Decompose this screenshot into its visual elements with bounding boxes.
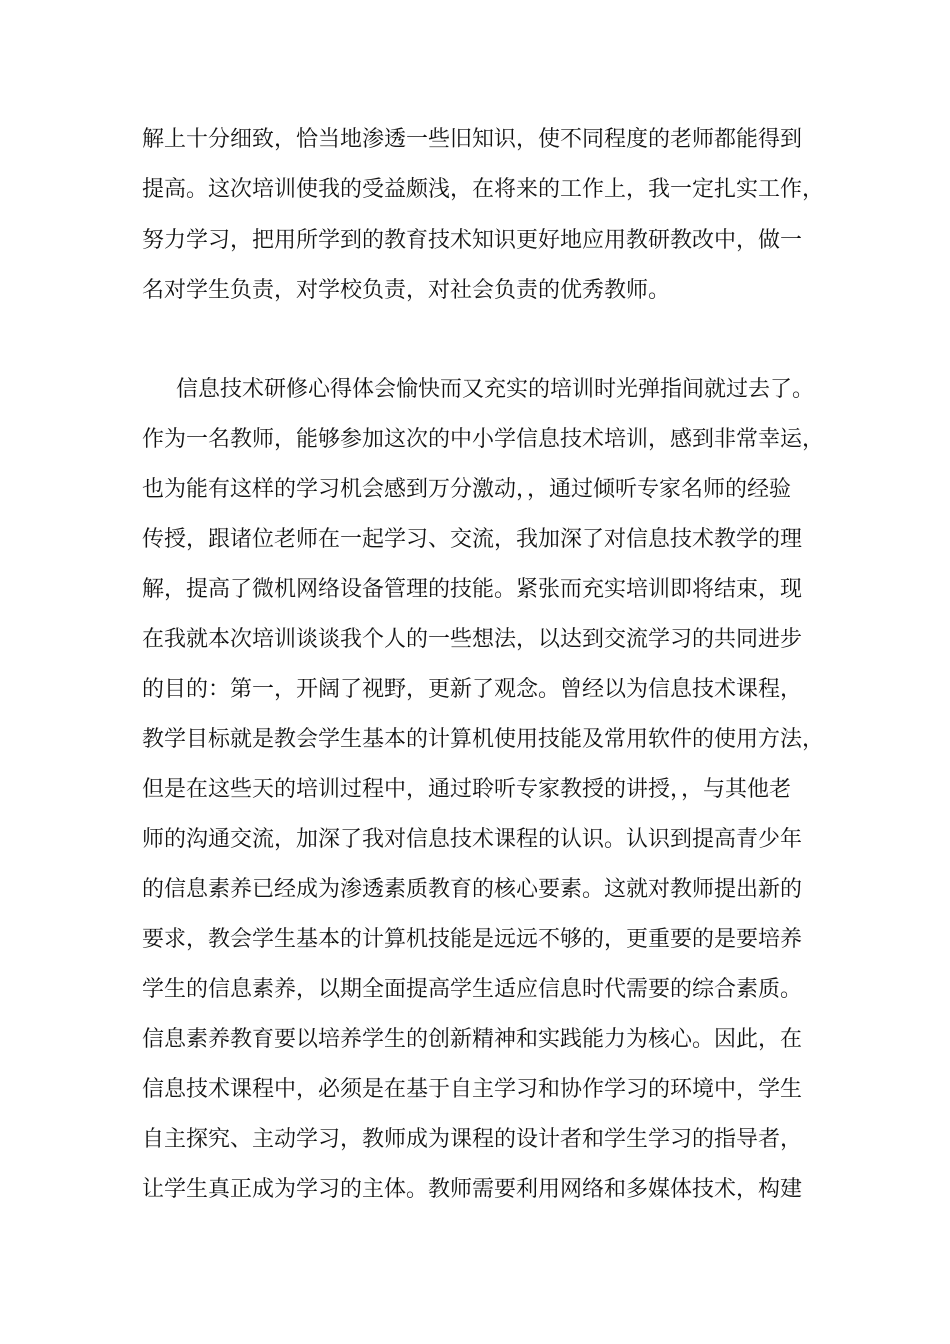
paragraph-line: 解上十分细致，恰当地渗透一些旧知识，使不同程度的老师都能得到: [142, 127, 803, 152]
paragraph-line: 解，提高了微机网络设备管理的技能。紧张而充实培训即将结束，现: [142, 577, 803, 602]
paragraph-line: 学生的信息素养，以期全面提高学生适应信息时代需要的综合素质。: [142, 977, 803, 1002]
paragraph-line: 传授，跟诸位老师在一起学习、交流，我加深了对信息技术教学的理: [142, 527, 803, 552]
paragraph-line: 提高。这次培训使我的受益颇浅，在将来的工作上，我一定扎实工作，: [142, 177, 825, 202]
paragraph-line: 师的沟通交流，加深了我对信息技术课程的认识。认识到提高青少年: [142, 827, 803, 852]
paragraph-line: 教学目标就是教会学生基本的计算机使用技能及常用软件的使用方法，: [142, 727, 825, 752]
paragraph-line: 自主探究、主动学习，教师成为课程的设计者和学生学习的指导者，: [142, 1127, 803, 1152]
paragraph-line: 的信息素养已经成为渗透素质教育的核心要素。这就对教师提出新的: [142, 877, 803, 902]
paragraph-line: 信息素养教育要以培养学生的创新精神和实践能力为核心。因此，在: [142, 1027, 803, 1052]
paragraph-line: 在我就本次培训谈谈我个人的一些想法，以达到交流学习的共同进步: [142, 627, 803, 652]
paragraph-line: 让学生真正成为学习的主体。教师需要利用网络和多媒体技术，构建: [142, 1177, 803, 1202]
paragraph-line: 要求，教会学生基本的计算机技能是远远不够的，更重要的是要培养: [142, 927, 803, 952]
paragraph-line: 作为一名教师，能够参加这次的中小学信息技术培训，感到非常幸运，: [142, 427, 825, 452]
paragraph-line: 但是在这些天的培训过程中，通过聆听专家教授的讲授，，与其他老: [142, 777, 792, 802]
paragraph-line: 信息技术课程中，必须是在基于自主学习和协作学习的环境中，学生: [142, 1077, 803, 1102]
paragraph-line: 名对学生负责，对学校负责，对社会负责的优秀教师。: [142, 278, 671, 303]
paragraph-line: 的目的：第一，开阔了视野，更新了观念。曾经以为信息技术课程，: [142, 677, 803, 702]
paragraph-line: 信息技术研修心得体会愉快而又充实的培训时光弹指间就过去了。: [176, 377, 815, 402]
paragraph-line: 也为能有这样的学习机会感到万分激动，，通过倾听专家名师的经验: [142, 477, 792, 502]
paragraph-line: 努力学习，把用所学到的教育技术知识更好地应用教研教改中，做一: [142, 228, 803, 253]
